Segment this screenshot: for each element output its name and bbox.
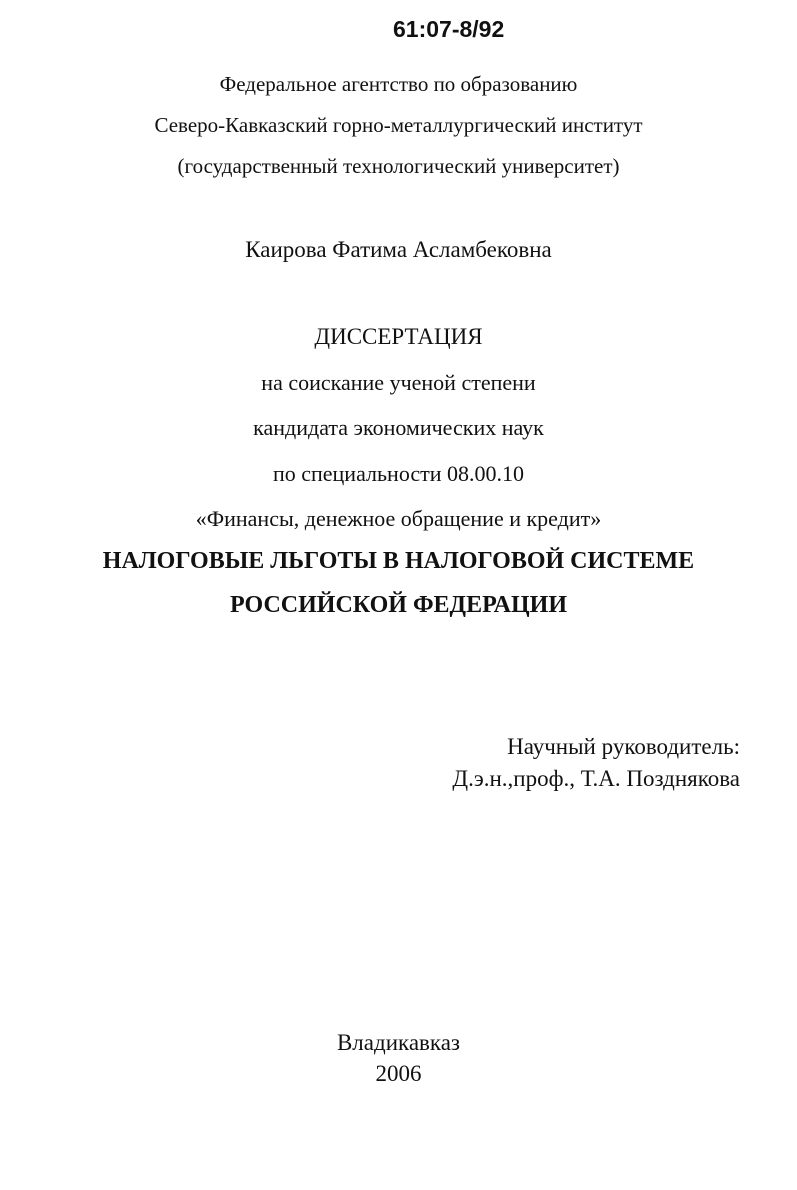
city: Владикавказ — [336, 1030, 461, 1055]
dissertation-title-line-1: НАЛОГОВЫЕ ЛЬГОТЫ В НАЛОГОВОЙ СИСТЕМЕ — [102, 548, 695, 574]
degree-purpose: на соискание ученой степени — [261, 370, 536, 395]
dissertation-title-line-2: РОССИЙСКОЙ ФЕДЕРАЦИИ — [229, 592, 568, 618]
supervisor-name: Д.э.н.,проф., Т.А. Позднякова — [452, 766, 740, 791]
university-name: (государственный технологический университет) — [177, 154, 620, 178]
year: 2006 — [375, 1061, 422, 1086]
document-type: ДИССЕРТАЦИЯ — [314, 324, 483, 349]
institute-name: Северо-Кавказский горно-металлургический институт — [154, 113, 643, 137]
specialty-name: «Финансы, денежное обращение и кредит» — [195, 506, 602, 531]
author-name: Каирова Фатима Асламбековна — [245, 237, 552, 262]
degree-name: кандидата экономических наук — [253, 415, 544, 440]
specialty-code: по специальности 08.00.10 — [272, 461, 525, 486]
catalog-number: 61:07-8/92 — [393, 16, 505, 42]
agency-name: Федеральное агентство по образованию — [219, 72, 578, 96]
supervisor-label: Научный руководитель: — [507, 734, 740, 759]
